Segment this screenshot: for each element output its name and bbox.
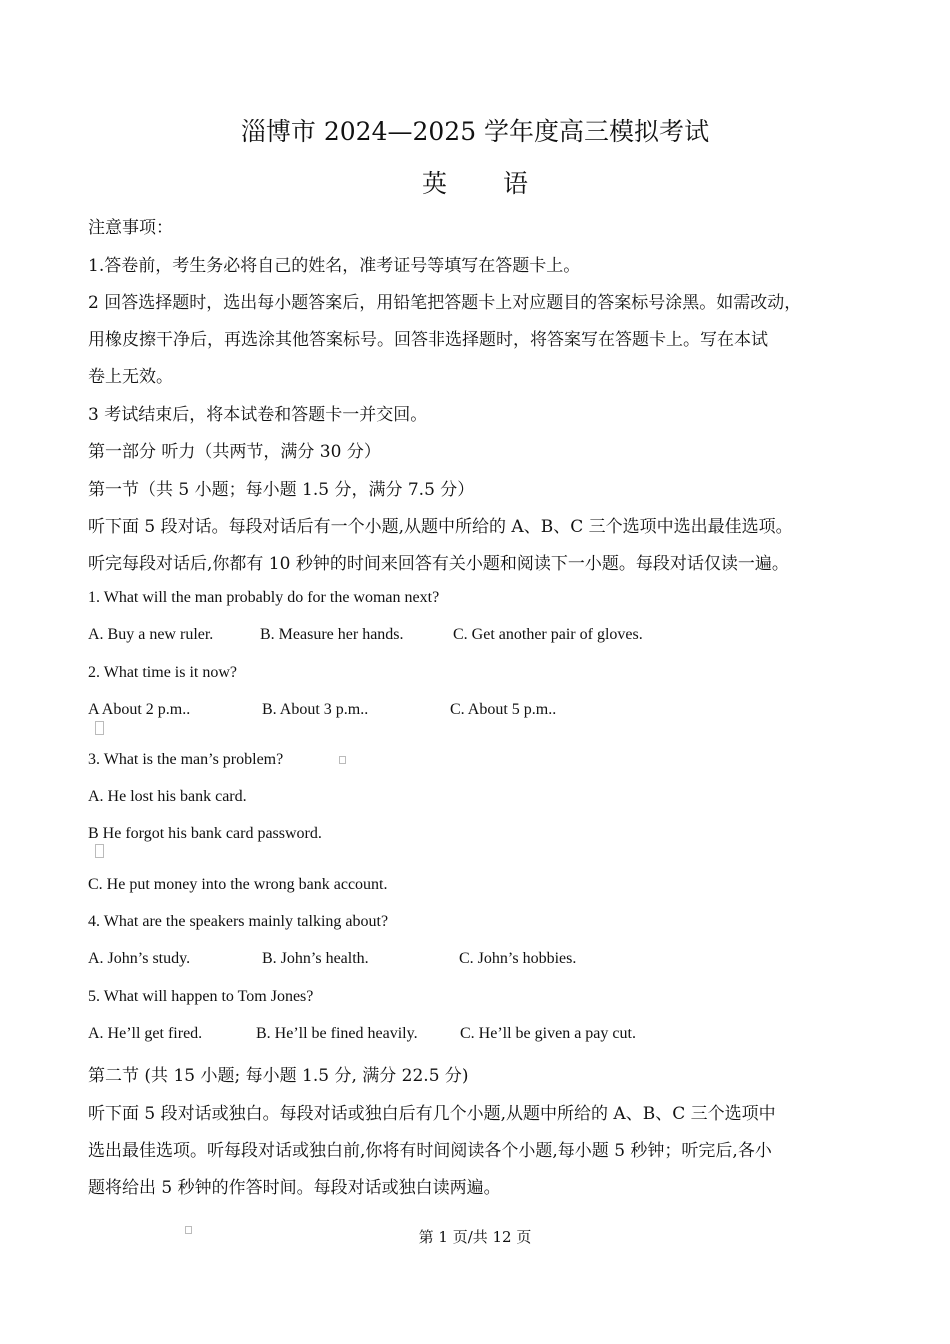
- question-5-stem: 5. What will happen to Tom Jones?: [88, 988, 314, 1005]
- question-4-option-a: A. John’s study.: [88, 950, 191, 967]
- instruction-item-2-line-2: 用橡皮擦干净后，再选涂其他答案标号。回答非选择题时，将答案写在答题卡上。写在本试: [88, 330, 768, 350]
- section1-heading: 第一节（共 5 小题；每小题 1.5 分，满分 7.5 分）: [88, 480, 475, 500]
- question-3-option-c: C. He put money into the wrong bank account.: [88, 876, 388, 893]
- instruction-item-1: 1.答卷前，考生务必将自己的姓名，准考证号等填写在答题卡上。: [88, 256, 581, 276]
- page-number: 第 1 页/共 12 页: [418, 1228, 532, 1246]
- section1-intro-line-1: 听下面 5 段对话。每段对话后有一个小题,从题中所给的 A、B、C 三个选项中选出最佳选项。: [88, 517, 793, 537]
- question-2-option-a: A About 2 p.m..: [88, 701, 191, 718]
- question-1-stem: 1. What will the man probably do for the woman next?: [88, 589, 440, 606]
- question-1-option-c: C. Get another pair of gloves.: [453, 626, 643, 643]
- part1-heading: 第一部分 听力（共两节，满分 30 分）: [88, 442, 381, 462]
- question-4-option-c: C. John’s hobbies.: [459, 950, 577, 967]
- instruction-item-2-line-3: 卷上无效。: [88, 367, 173, 387]
- question-1-option-a: A. Buy a new ruler.: [88, 626, 214, 643]
- question-5-option-c: C. He’ll be given a pay cut.: [460, 1025, 636, 1042]
- question-4-option-b: B. John’s health.: [262, 950, 369, 967]
- scan-artifact: [95, 844, 104, 858]
- section2-intro-line-3: 题将给出 5 秒钟的作答时间。每段对话或独白读两遍。: [88, 1178, 501, 1198]
- section2-intro-line-1: 听下面 5 段对话或独白。每段对话或独白后有几个小题,从题中所给的 A、B、C 三个选项中: [88, 1104, 776, 1124]
- question-2-option-b: B. About 3 p.m..: [262, 701, 369, 718]
- scan-artifact: [95, 721, 104, 735]
- question-3-option-a: A. He lost his bank card.: [88, 788, 247, 805]
- question-4-stem: 4. What are the speakers mainly talking about?: [88, 913, 389, 930]
- question-5-option-a: A. He’ll get fired.: [88, 1025, 203, 1042]
- question-2-option-c: C. About 5 p.m..: [450, 701, 557, 718]
- page-title: 淄博市 2024—2025 学年度高三模拟考试: [240, 117, 710, 146]
- question-3-option-b: B He forgot his bank card password.: [88, 825, 322, 842]
- question-5-option-b: B. He’ll be fined heavily.: [256, 1025, 418, 1042]
- section1-intro-line-2: 听完每段对话后,你都有 10 秒钟的时间来回答有关小题和阅读下一小题。每段对话仅读一遍。: [88, 554, 789, 574]
- question-3-stem: 3. What is the man’s problem?: [88, 751, 284, 768]
- subject-title: 英语: [421, 169, 584, 198]
- question-1-option-b: B. Measure her hands.: [260, 626, 404, 643]
- instruction-item-2-line-1: 2 回答选择题时，选出每小题答案后，用铅笔把答题卡上对应题目的答案标号涂黑。如需改动，: [88, 293, 802, 313]
- section2-intro-line-2: 选出最佳选项。听每段对话或独白前,你将有时间阅读各个小题,每小题 5 秒钟；听完后,各小: [88, 1141, 772, 1161]
- scan-artifact: [339, 756, 346, 764]
- instruction-item-3: 3 考试结束后，将本试卷和答题卡一并交回。: [88, 405, 428, 425]
- instructions-heading: 注意事项：: [88, 218, 173, 238]
- section2-heading: 第二节 (共 15 小题; 每小题 1.5 分, 满分 22.5 分): [88, 1066, 469, 1086]
- question-2-stem: 2. What time is it now?: [88, 664, 238, 681]
